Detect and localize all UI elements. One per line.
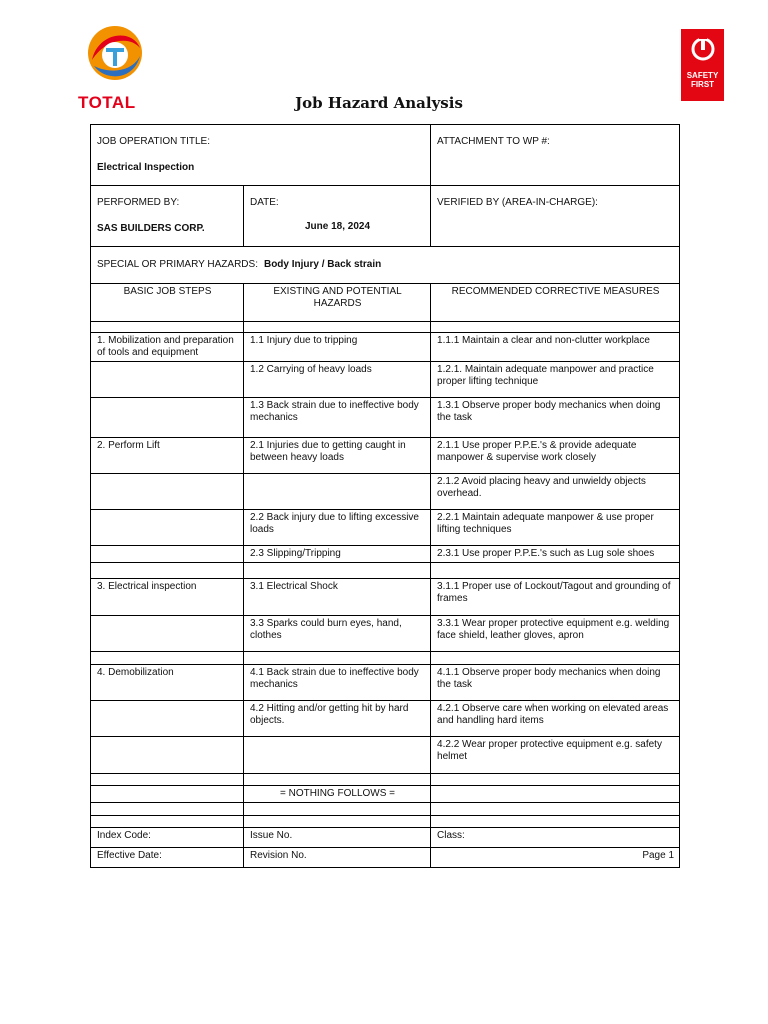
table-row bbox=[91, 774, 680, 786]
footer-row bbox=[91, 848, 680, 868]
safety-badge-text bbox=[681, 71, 724, 89]
job-step-cell bbox=[91, 398, 244, 438]
table-row bbox=[91, 816, 680, 828]
performed-by-label: PERFORMED BY: bbox=[97, 197, 180, 208]
table-row bbox=[91, 322, 680, 333]
hazard-cell bbox=[244, 803, 431, 816]
page-title bbox=[0, 94, 768, 112]
column-header-steps: BASIC JOB STEPS bbox=[91, 284, 244, 322]
jha-table bbox=[90, 124, 680, 868]
job-step-cell bbox=[91, 803, 244, 816]
table-row bbox=[91, 579, 680, 616]
attachment-label: ATTACHMENT TO WP #: bbox=[437, 136, 550, 147]
job-step-cell bbox=[91, 546, 244, 563]
corrective-measure-cell: 3.3.1 Wear proper protective equipment e.g. welding face shield, leather gloves, apron bbox=[431, 616, 680, 652]
corrective-measure-cell: 4.2.2 Wear proper protective equipment e.g. safety helmet bbox=[431, 737, 680, 774]
hazard-cell bbox=[244, 737, 431, 774]
job-step-cell: 3. Electrical inspection bbox=[91, 579, 244, 616]
hazard-cell: 1.3 Back strain due to ineffective body mechanics bbox=[244, 398, 431, 438]
job-step-cell bbox=[91, 322, 244, 333]
corrective-measure-cell: 2.2.1 Maintain adequate manpower & use proper lifting techniques bbox=[431, 510, 680, 546]
corrective-measure-cell: 4.1.1 Observe proper body mechanics when doing the task bbox=[431, 665, 680, 701]
hazard-cell: 2.1 Injuries due to getting caught in between heavy loads bbox=[244, 438, 431, 474]
corrective-measure-cell: 4.2.1 Observe care when working on elevated areas and handling hard items bbox=[431, 701, 680, 737]
table-row bbox=[91, 510, 680, 546]
hazard-cell: 3.1 Electrical Shock bbox=[244, 579, 431, 616]
table-row bbox=[91, 786, 680, 803]
corrective-measure-cell bbox=[431, 652, 680, 665]
issue-no-label: Issue No. bbox=[244, 828, 431, 848]
hazard-cell: 2.2 Back injury due to lifting excessive loads bbox=[244, 510, 431, 546]
corrective-measure-cell bbox=[431, 774, 680, 786]
hazard-cell: 3.3 Sparks could burn eyes, hand, clothes bbox=[244, 616, 431, 652]
table-row bbox=[91, 333, 680, 362]
hazard-cell: 4.2 Hitting and/or getting hit by hard objects. bbox=[244, 701, 431, 737]
table-row bbox=[91, 474, 680, 510]
corrective-measure-cell bbox=[431, 563, 680, 579]
hazard-cell: 1.2 Carrying of heavy loads bbox=[244, 362, 431, 398]
corrective-measure-cell: 2.1.2 Avoid placing heavy and unwieldy objects overhead. bbox=[431, 474, 680, 510]
special-hazards-label: SPECIAL OR PRIMARY HAZARDS: bbox=[97, 259, 258, 270]
corrective-measure-cell bbox=[431, 803, 680, 816]
revision-no-label: Revision No. bbox=[244, 848, 431, 868]
job-step-cell bbox=[91, 616, 244, 652]
job-step-cell: 1. Mobilization and preparation of tools and equipment bbox=[91, 333, 244, 362]
hazard-cell bbox=[244, 652, 431, 665]
table-row bbox=[91, 546, 680, 563]
footer-row bbox=[91, 828, 680, 848]
column-header-hazards: EXISTING AND POTENTIAL HAZARDS bbox=[244, 284, 431, 322]
hazard-cell bbox=[244, 774, 431, 786]
table-row bbox=[91, 398, 680, 438]
job-step-cell bbox=[91, 652, 244, 665]
corrective-measure-cell: 3.1.1 Proper use of Lockout/Tagout and grounding of frames bbox=[431, 579, 680, 616]
job-step-cell: 2. Perform Lift bbox=[91, 438, 244, 474]
total-wordmark: TOTAL bbox=[78, 93, 136, 112]
table-row bbox=[91, 652, 680, 665]
safety-first-badge bbox=[681, 29, 724, 101]
date-cell bbox=[244, 186, 431, 247]
special-hazards-value: Body Injury / Back strain bbox=[263, 259, 382, 270]
table-row bbox=[91, 803, 680, 816]
corrective-measure-cell: 2.1.1 Use proper P.P.E.'s & provide adequate manpower & supervise work closely bbox=[431, 438, 680, 474]
hazard-cell: 4.1 Back strain due to ineffective body mechanics bbox=[244, 665, 431, 701]
job-step-cell bbox=[91, 474, 244, 510]
safety-badge-line1: SAFETY bbox=[686, 71, 719, 80]
column-header-row bbox=[91, 284, 680, 322]
table-row bbox=[91, 665, 680, 701]
table-row bbox=[91, 737, 680, 774]
hazard-cell: = NOTHING FOLLOWS = bbox=[244, 786, 431, 803]
class-label: Class: bbox=[431, 828, 680, 848]
special-hazards-cell bbox=[91, 247, 680, 284]
table-row bbox=[91, 701, 680, 737]
job-step-cell bbox=[91, 816, 244, 828]
job-step-cell bbox=[91, 786, 244, 803]
table-row bbox=[91, 438, 680, 474]
job-step-cell bbox=[91, 774, 244, 786]
job-step-cell bbox=[91, 737, 244, 774]
date-value: June 18, 2024 bbox=[304, 221, 371, 232]
hazard-cell: 1.1 Injury due to tripping bbox=[244, 333, 431, 362]
index-code-label: Index Code: bbox=[91, 828, 244, 848]
effective-date-label: Effective Date: bbox=[91, 848, 244, 868]
table-row bbox=[91, 616, 680, 652]
job-operation-title-cell bbox=[91, 125, 431, 186]
table-row bbox=[91, 362, 680, 398]
corrective-measure-cell bbox=[431, 816, 680, 828]
job-step-cell bbox=[91, 563, 244, 579]
job-operation-title-value: Electrical Inspection bbox=[97, 162, 195, 173]
performed-row bbox=[91, 186, 680, 247]
safety-badge-line2: FIRST bbox=[690, 80, 715, 89]
safety-emblem-icon bbox=[690, 35, 716, 65]
corrective-measure-cell: 1.1.1 Maintain a clear and non-clutter workplace bbox=[431, 333, 680, 362]
job-step-cell bbox=[91, 362, 244, 398]
job-step-cell: 4. Demobilization bbox=[91, 665, 244, 701]
hazard-cell bbox=[244, 474, 431, 510]
corrective-measure-cell bbox=[431, 322, 680, 333]
hazard-cell bbox=[244, 563, 431, 579]
verified-by-cell bbox=[431, 186, 680, 247]
corrective-measure-cell bbox=[431, 786, 680, 803]
date-label: DATE: bbox=[250, 197, 279, 208]
corrective-measure-cell: 2.3.1 Use proper P.P.E.'s such as Lug sole shoes bbox=[431, 546, 680, 563]
verified-by-label: VERIFIED BY (AREA-IN-CHARGE): bbox=[437, 197, 598, 208]
total-logo-icon bbox=[84, 22, 146, 84]
performed-by-value: SAS BUILDERS CORP. bbox=[97, 223, 205, 234]
hazard-cell: 2.3 Slipping/Tripping bbox=[244, 546, 431, 563]
hazard-cell bbox=[244, 322, 431, 333]
job-operation-title-label: JOB OPERATION TITLE: bbox=[97, 136, 210, 147]
corrective-measure-cell: 1.2.1. Maintain adequate manpower and practice proper lifting technique bbox=[431, 362, 680, 398]
column-header-measures: RECOMMENDED CORRECTIVE MEASURES bbox=[431, 284, 680, 322]
hazard-cell bbox=[244, 816, 431, 828]
corrective-measure-cell: 1.3.1 Observe proper body mechanics when doing the task bbox=[431, 398, 680, 438]
special-hazards-row bbox=[91, 247, 680, 284]
table-row bbox=[91, 563, 680, 579]
page-number: Page 1 bbox=[431, 848, 680, 868]
job-step-cell bbox=[91, 701, 244, 737]
performed-by-cell bbox=[91, 186, 244, 247]
job-step-cell bbox=[91, 510, 244, 546]
job-title-row bbox=[91, 125, 680, 186]
attachment-cell bbox=[431, 125, 680, 186]
page-title-text: Job Hazard Analysis bbox=[295, 94, 463, 112]
